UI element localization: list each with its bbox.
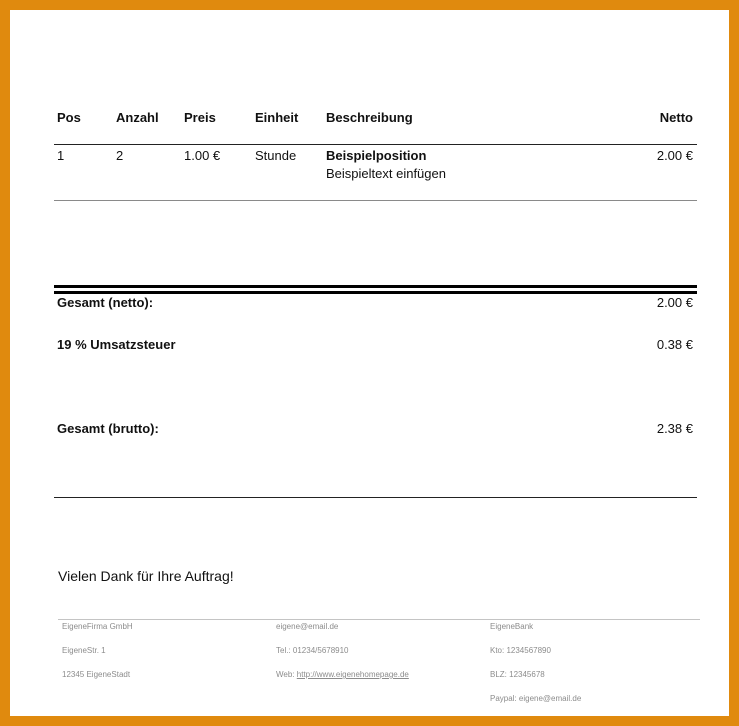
footer-bank-name: EigeneBank: [490, 622, 534, 631]
tax-value: 0.38 €: [656, 337, 693, 352]
header-preis: Preis: [184, 110, 216, 125]
row-pos: 1: [57, 148, 65, 163]
header-anzahl: Anzahl: [116, 110, 159, 125]
total-netto-value: 2.00 €: [656, 295, 693, 310]
footer-city: 12345 EigeneStadt: [62, 670, 131, 679]
footer-paypal: Paypal: eigene@email.de: [490, 694, 582, 703]
row-netto: 2.00 €: [656, 148, 693, 163]
footer-web: [276, 670, 409, 680]
footer-phone: Tel.: 01234/5678910: [276, 646, 349, 655]
invoice-page: [10, 10, 729, 716]
footer-account: Kto: 1234567890: [490, 646, 551, 655]
tax-label: 19 % Umsatzsteuer: [57, 337, 176, 352]
row-description: Beispieltext einfügen: [326, 166, 446, 181]
header-beschreibung: Beschreibung: [326, 110, 413, 125]
footer-blz: BLZ: 12345678: [490, 670, 545, 679]
footer-divider: [58, 619, 700, 620]
totals-divider: [54, 497, 697, 498]
header-pos: Pos: [57, 110, 81, 125]
header-netto: Netto: [659, 110, 693, 125]
row-title: Beispielposition: [326, 148, 427, 163]
totals-rule-top: [54, 285, 697, 288]
row-preis: 1.00 €: [184, 148, 221, 163]
footer-street: EigeneStr. 1: [62, 646, 106, 655]
footer-company-name: EigeneFirma GmbH: [62, 622, 133, 631]
total-brutto-value: 2.38 €: [656, 421, 693, 436]
total-brutto-label: Gesamt (brutto):: [57, 421, 159, 436]
row-anzahl: 2: [116, 148, 124, 163]
footer-web-label: Web:: [276, 670, 295, 679]
total-netto-label: Gesamt (netto):: [57, 295, 154, 310]
totals-rule-bottom: [54, 291, 697, 294]
footer-email: eigene@email.de: [276, 622, 339, 631]
row-einheit: Stunde: [255, 148, 297, 163]
row-divider: [54, 200, 697, 201]
header-divider: [54, 144, 697, 145]
homepage-link[interactable]: http://www.eigenehomepage.de: [296, 670, 409, 679]
thanks-message: Vielen Dank für Ihre Auftrag!: [58, 568, 234, 584]
header-einheit: Einheit: [255, 110, 299, 125]
